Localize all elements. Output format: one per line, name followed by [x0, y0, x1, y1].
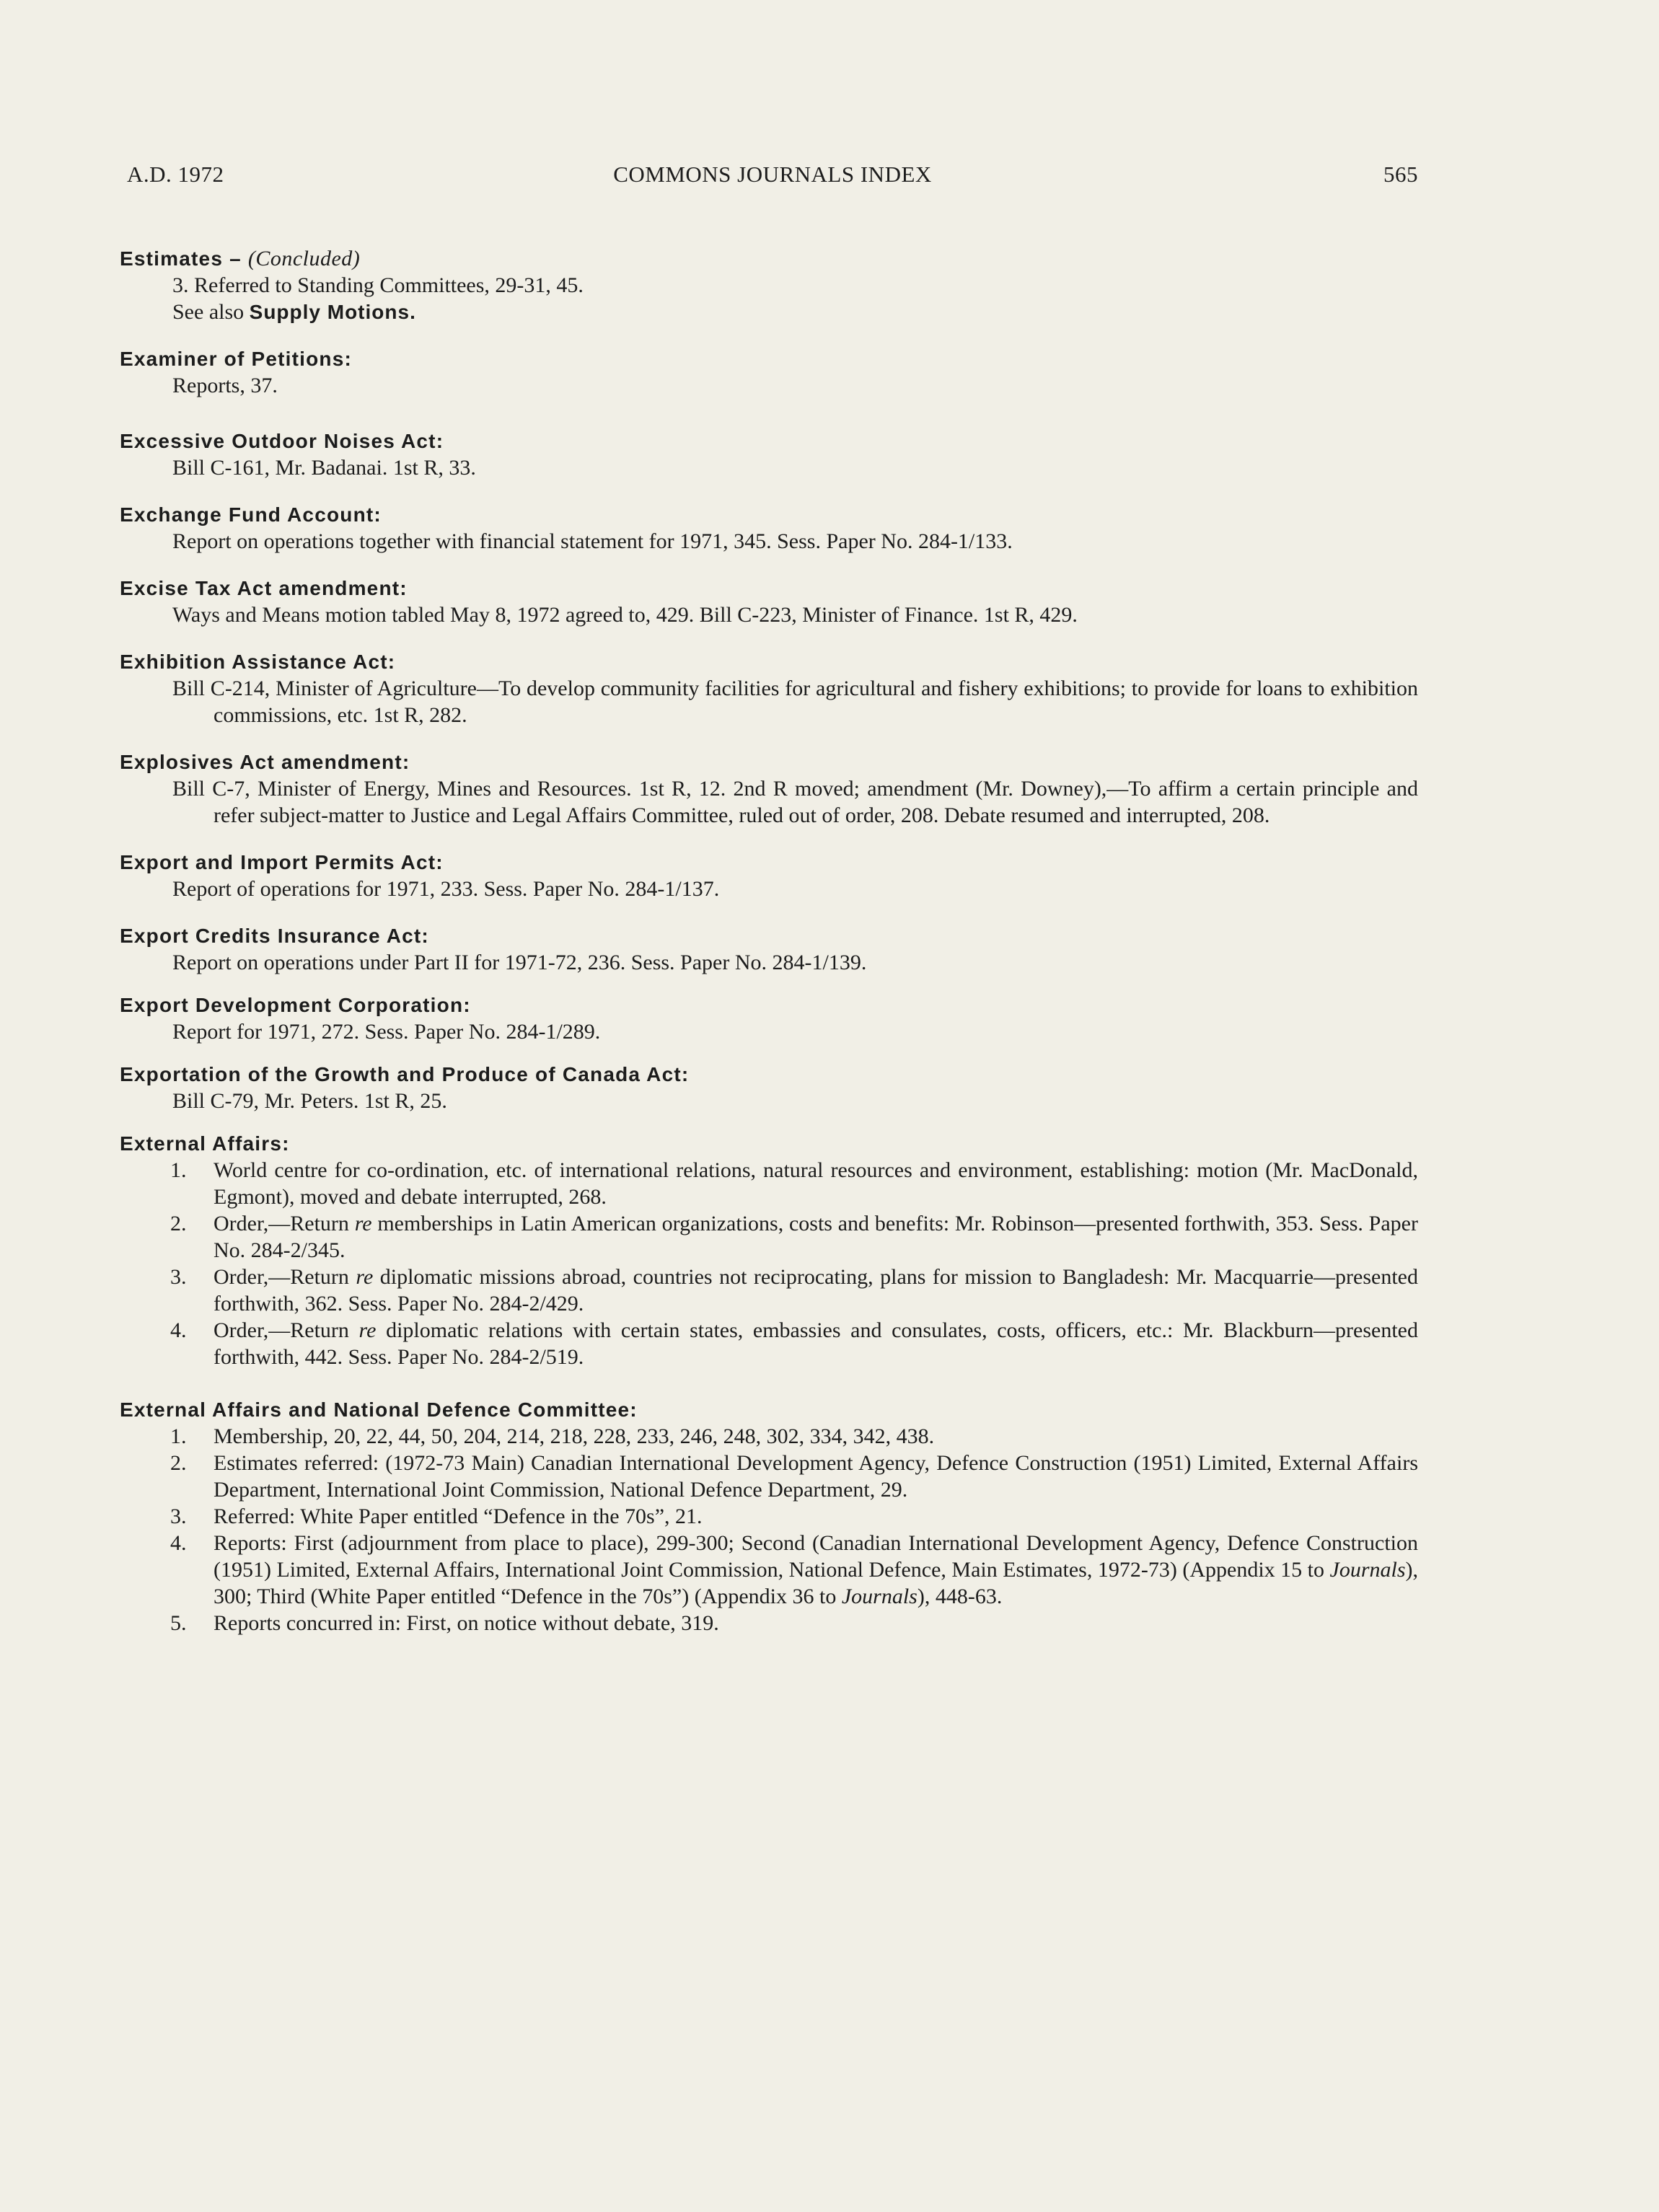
entry-heading: Exportation of the Growth and Produce of Canada Act: [120, 1063, 690, 1085]
entry-line: Bill C-214, Minister of Agriculture—To develop community facilities for agricultural and fishery exhibitions; to provide for loans to exhibition commissions, etc. 1st R, 282. [172, 677, 1418, 727]
numbered-item [120, 1610, 1418, 1636]
item-text-italic: re [356, 1265, 374, 1289]
numbered-item [120, 1450, 1418, 1503]
entry-heading: External Affairs: [120, 1132, 290, 1155]
entry-heading: Exhibition Assistance Act: [120, 651, 396, 673]
item-number: 5. [170, 1611, 187, 1635]
item-text: Membership, 20, 22, 44, 50, 204, 214, 218, 228, 233, 246, 248, 302, 334, 342, 438. [214, 1424, 935, 1448]
running-head [127, 162, 1418, 196]
item-text-pre: Reports: First (adjournment from place to place), 299-300; Second (Canadian International Development Agency, Defence Construction (1951) Limited, External Affairs, International Joint Commission, National Defence, Main Estimates, 1972-73) (Appendix 15 to [214, 1531, 1418, 1582]
item-text: Estimates referred: (1972-73 Main) Canadian International Development Agency, Defence Construction (1951) Limited, External Affairs Department, International Joint Commission, National Defence Department, 29. [214, 1451, 1418, 1502]
numbered-item [120, 1317, 1418, 1370]
entry-heading: Export Development Corporation: [120, 994, 471, 1016]
entry-heading: Examiner of Petitions: [120, 348, 353, 370]
item-number: 2. [170, 1212, 187, 1235]
index-entry-excessive-outdoor-noises-act [120, 428, 1418, 481]
entry-line: Bill C-161, Mr. Badanai. 1st R, 33. [172, 456, 476, 480]
entry-line: Bill C-79, Mr. Peters. 1st R, 25. [172, 1089, 447, 1113]
numbered-item [120, 1503, 1418, 1530]
entry-heading: Exchange Fund Account: [120, 503, 382, 526]
see-also-prefix: See also [172, 300, 245, 324]
item-text-italic: Journals [1329, 1558, 1406, 1582]
numbered-item [120, 1530, 1418, 1610]
index-entry-external-affairs [120, 1130, 1418, 1370]
item-text-post: memberships in Latin American organizations, costs and benefits: Mr. Robinson—presented forthwith, 353. Sess. Paper No. 284-2/345. [214, 1212, 1418, 1262]
item-number: 1. [170, 1158, 187, 1182]
index-entry-exhibition-assistance-act [120, 648, 1418, 728]
entry-line: Report on operations together with financial statement for 1971, 345. Sess. Paper No. 284-1/133. [172, 529, 1013, 553]
page-number: 565 [1383, 162, 1418, 187]
item-text-post: diplomatic relations with certain states, embassies and consulates, costs, officers, etc.: Mr. Blackburn—presented forthwith, 442. Sess. Paper No. 284-2/519. [214, 1318, 1418, 1369]
entry-heading: Explosives Act amendment: [120, 751, 410, 773]
index-entry-export-credits-insurance-act [120, 922, 1418, 976]
index-entry-examiner-of-petitions [120, 345, 1418, 399]
index-content [120, 245, 1418, 1657]
see-also-line [120, 299, 1418, 325]
entry-line: Bill C-7, Minister of Energy, Mines and Resources. 1st R, 12. 2nd R moved; amendment (Mr. Downey),—To affirm a certain principle and refer subject-matter to Justice and Legal Affairs Committee, ruled out of order, 208. Debate resumed and interrupted, 208. [172, 777, 1418, 827]
index-entry-excise-tax-act-amendment [120, 575, 1418, 628]
item-text-pre: Order,—Return [214, 1212, 355, 1235]
item-number: 1. [170, 1424, 187, 1448]
item-number: 3. [170, 1504, 187, 1528]
numbered-item [120, 1423, 1418, 1450]
entry-heading: Export Credits Insurance Act: [120, 925, 429, 947]
entry-line: Report for 1971, 272. Sess. Paper No. 284-1/289. [172, 1020, 601, 1044]
index-entry-external-affairs-national-defence-committee [120, 1396, 1418, 1636]
numbered-item [120, 1157, 1418, 1210]
item-text-post: ), 448-63. [917, 1585, 1003, 1608]
entry-heading: Export and Import Permits Act: [120, 851, 444, 873]
item-text-italic: re [354, 1212, 372, 1235]
item-text-mid: ), 300; Third (White Paper entitled “Defence in the 70s”) (Appendix 36 to [214, 1558, 1418, 1608]
header-year: A.D. 1972 [127, 162, 224, 187]
item-text: Reports concurred in: First, on notice without debate, 319. [214, 1611, 719, 1635]
header-title: COMMONS JOURNALS INDEX [613, 162, 932, 187]
item-text-italic: re [358, 1318, 377, 1342]
entry-line: Reports, 37. [172, 374, 278, 397]
item-text-italic: Journals [841, 1585, 917, 1608]
entry-heading: External Affairs and National Defence Committee: [120, 1398, 638, 1421]
index-entry-export-and-import-permits-act [120, 849, 1418, 902]
item-number: 4. [170, 1318, 187, 1342]
item-text-pre: Order,—Return [214, 1318, 359, 1342]
item-text: Referred: White Paper entitled “Defence in the 70s”, 21. [214, 1504, 703, 1528]
see-also-reference: Supply Motions. [249, 301, 416, 323]
index-entry-export-development-corporation [120, 992, 1418, 1045]
entry-heading: Excessive Outdoor Noises Act: [120, 430, 444, 452]
item-number: 2. [170, 1451, 187, 1475]
item-text: World centre for co-ordination, etc. of international relations, natural resources and environment, establishing: motion (Mr. MacDonald, Egmont), moved and debate interrupted, 268. [214, 1158, 1418, 1209]
item-text-pre: Order,—Return [214, 1265, 356, 1289]
item-number: 4. [170, 1531, 187, 1555]
index-entry-estimates [120, 245, 1418, 325]
entry-heading-text: Estimates – [120, 247, 242, 270]
index-entry-exportation-growth-produce-canada-act [120, 1061, 1418, 1114]
numbered-item [120, 1210, 1418, 1264]
entry-line: 3. Referred to Standing Committees, 29-31, 45. [172, 273, 584, 297]
index-entry-explosives-act-amendment [120, 749, 1418, 829]
entry-heading: Excise Tax Act amendment: [120, 577, 408, 599]
entry-line: Report of operations for 1971, 233. Sess. Paper No. 284-1/137. [172, 877, 720, 901]
entry-qualifier: (Concluded) [247, 247, 361, 270]
entry-line: Report on operations under Part II for 1971-72, 236. Sess. Paper No. 284-1/139. [172, 951, 867, 974]
item-text-post: diplomatic missions abroad, countries not reciprocating, plans for mission to Bangladesh: Mr. Macquarrie—presented forthwith, 362. Sess. Paper No. 284-2/429. [214, 1265, 1418, 1316]
item-number: 3. [170, 1265, 187, 1289]
entry-heading [120, 245, 1418, 272]
entry-line: Ways and Means motion tabled May 8, 1972 agreed to, 429. Bill C-223, Minister of Finance. 1st R, 429. [172, 603, 1078, 627]
index-entry-exchange-fund-account [120, 501, 1418, 555]
numbered-item [120, 1264, 1418, 1317]
